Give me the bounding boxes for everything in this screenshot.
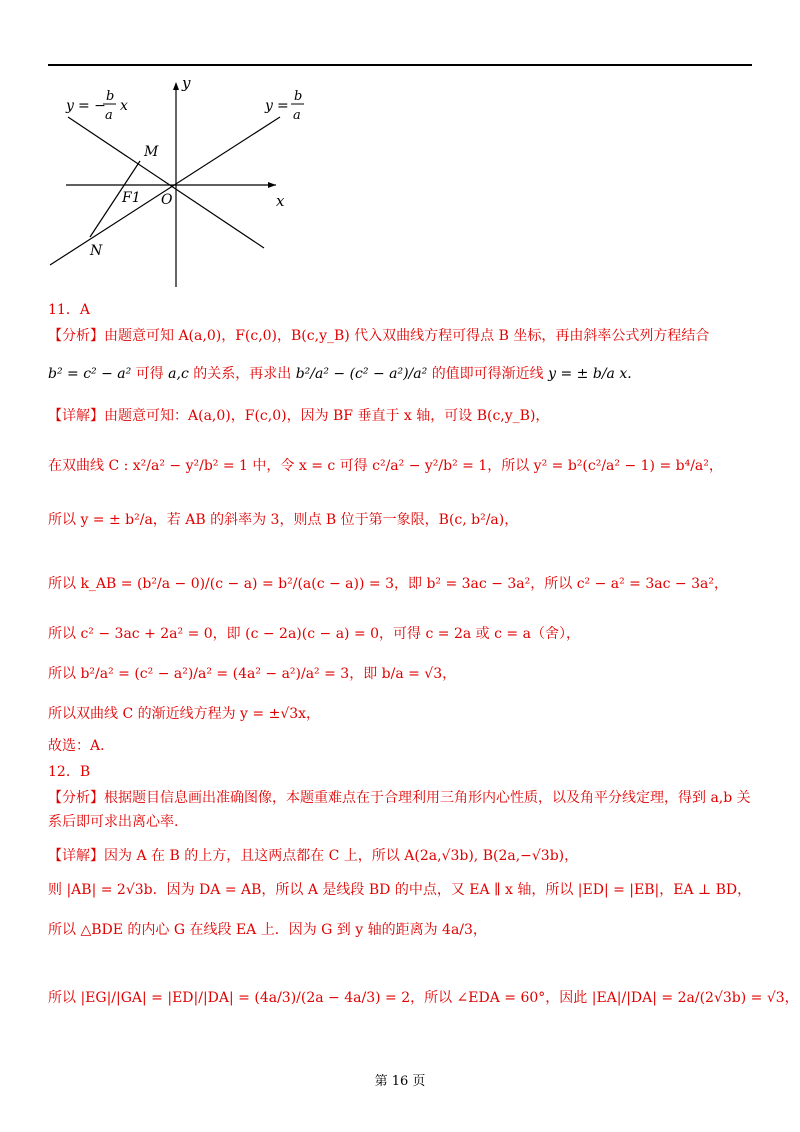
label-O: O — [161, 192, 173, 208]
q11-analysis-line-1 — [48, 326, 709, 346]
svg-text:x: x — [120, 98, 128, 114]
x-axis-arrow — [268, 182, 276, 188]
svg-text:a: a — [105, 108, 113, 123]
asymptote-positive — [50, 117, 280, 265]
q11-choice: 故选：A. — [48, 738, 105, 754]
q11-detail-line-3: 所以 y = ± b²/a，若 AB 的斜率为 3，则点 B 位于第一象限，B(c, b²/a)， — [48, 512, 519, 528]
q11-analysis-text-1: 由题意可知 A(a,0)，F(c,0)，B(c,y_B) 代入双曲线方程可得点 B 坐标，再由斜率公式列方程结合 — [104, 328, 710, 344]
q11-analysis-text-2: 可得 — [135, 366, 164, 382]
q11-detail-line-7: 所以双曲线 C 的渐近线方程为 y = ±√3x， — [48, 706, 321, 722]
asymptote-figure — [48, 72, 308, 297]
label-F1: F1 — [122, 190, 141, 206]
q12-detail-tag: 【详解】 — [48, 848, 104, 864]
q11-detail-line-1 — [48, 406, 549, 426]
label-M: M — [144, 144, 159, 160]
label-x: x — [276, 192, 285, 210]
svg-text:b: b — [294, 89, 303, 104]
q11-detail-tag: 【详解】 — [48, 408, 104, 424]
label-y: y — [182, 74, 191, 92]
q11-detail-line-5: 所以 c² − 3ac + 2a² = 0，即 (c − 2a)(c − a) = 0，可得 c = 2a 或 c = a（舍）， — [48, 626, 580, 642]
q12-detail-line-4: 所以 |EG|/|GA| = |ED|/|DA| = (4a/3)/(2a − 4a/3) = 2，所以 ∠EDA = 60°，因此 |EA|/|DA| = 2a/(2√3b) = √3， — [48, 990, 799, 1006]
q11-detail-text-1: 由题意可知：A(a,0)，F(c,0)，因为 BF 垂直于 x 轴，可设 B(c,y_B)， — [104, 408, 550, 424]
q11-analysis-tag: 【分析】 — [48, 328, 104, 344]
q11-analysis-text-3: 的关系，再求出 — [193, 366, 292, 382]
q12-analysis-line-1 — [48, 788, 751, 808]
q11-analysis-text-4: 的值即可得渐近线 — [431, 366, 544, 382]
svg-text:=: = — [277, 98, 289, 114]
q11-analysis-eq-3: y = ± b/a x. — [548, 366, 632, 382]
right-line-label — [264, 89, 304, 123]
asymptote-negative — [68, 117, 264, 248]
q11-analysis-eq-2: b²/a² − (c² − a²)/a² — [295, 366, 428, 382]
q12-analysis-tag: 【分析】 — [48, 790, 104, 806]
svg-text:b: b — [106, 89, 115, 104]
svg-text:y: y — [66, 98, 74, 114]
q11-detail-line-2: 在双曲线 C : x²/a² − y²/b² = 1 中，令 x = c 可得 c²/a² − y²/b² = 1，所以 y² = b²(c²/a² − 1) = b⁴/a²， — [48, 458, 723, 474]
q11-analysis-vars: a,c — [168, 366, 189, 382]
svg-text:y: y — [265, 98, 273, 114]
q11-detail-line-6: 所以 b²/a² = (c² − a²)/a² = (4a² − a²)/a² = 3，即 b/a = √3， — [48, 666, 457, 682]
q11-analysis-eq-1: b² = c² − a² — [48, 366, 132, 382]
svg-text:= −: = − — [78, 98, 106, 114]
header-rule — [48, 64, 752, 66]
svg-text:a: a — [293, 108, 301, 123]
q12-detail-line-3: 所以 △BDE 的内心 G 在线段 EA 上．因为 G 到 y 轴的距离为 4a/3， — [48, 922, 487, 938]
q12-analysis-line-2: 系后即可求出离心率. — [48, 814, 179, 830]
label-N: N — [90, 243, 103, 259]
q11-detail-line-4: 所以 k_AB = (b²/a − 0)/(c − a) = b²/(a(c − a)) = 3，即 b² = 3ac − 3a²，所以 c² − a² = 3ac − 3a²， — [48, 576, 728, 592]
q12-detail-text-1: 因为 A 在 B 的上方，且这两点都在 C 上，所以 A(2a,√3b), B(2a,−√3b)， — [104, 848, 579, 864]
q12-detail-line-2: 则 |AB| = 2√3b．因为 DA = AB，所以 A 是线段 BD 的中点，又 EA ∥ x 轴，所以 |ED| = |EB|，EA ⊥ BD， — [48, 882, 752, 898]
q12-detail-line-1 — [48, 846, 578, 866]
q11-analysis-line-2 — [48, 364, 632, 384]
y-axis-arrow — [173, 82, 179, 90]
page-number: 第 16 页 — [374, 1074, 426, 1089]
q12-analysis-text-1: 根据题目信息画出准确图像，本题重难点在于合理利用三角形内心性质，以及角平分线定理，得到 a,b 关 — [104, 790, 751, 806]
q11-heading: 11．A — [48, 302, 90, 318]
q12-heading: 12．B — [48, 764, 91, 780]
left-line-label — [65, 89, 128, 123]
